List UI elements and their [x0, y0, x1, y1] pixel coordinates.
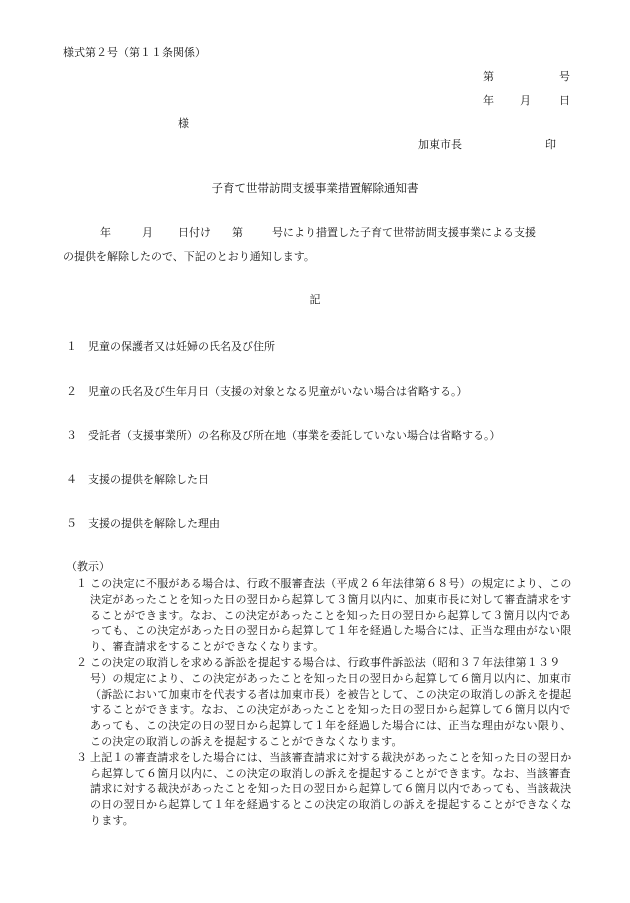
item-text: 児童の氏名及び生年月日（支援の対象となる児童がいない場合は省略する。）	[88, 385, 468, 398]
notice-number: ３	[76, 750, 87, 764]
date-year-label: 年	[483, 94, 494, 107]
body-line-2: の提供を解除したので、下記のとおり通知します。	[63, 250, 315, 263]
body-year: 年	[100, 226, 111, 239]
notice-item	[72, 655, 572, 750]
item-text: 受託者（支援事業所）の名称及び所在地（事業を委託していない場合は省略する。）	[88, 429, 501, 442]
notice-block	[72, 576, 572, 829]
list-item	[66, 430, 501, 441]
body-month: 月	[142, 226, 153, 239]
document-number-go: 号	[559, 70, 570, 83]
body-line-1	[100, 227, 536, 238]
item-number: ３	[66, 429, 77, 442]
addressee-suffix: 様	[178, 117, 189, 130]
body-dai: 第	[232, 226, 243, 239]
list-item	[66, 474, 209, 485]
notice-number: １	[76, 577, 87, 590]
list-item	[66, 518, 220, 529]
form-label: 様式第２号（第１１条関係）	[63, 46, 206, 59]
body-rest: 号により措置した子育て世帯訪問支援事業による支援	[272, 226, 536, 239]
item-number: ２	[66, 385, 77, 398]
item-text: 支援の提供を解除した理由	[88, 517, 220, 530]
notice-heading: （教示）	[66, 560, 110, 573]
item-text: 児童の保護者又は妊婦の氏名及び住所	[88, 340, 275, 353]
notice-item	[72, 750, 572, 829]
notice-text: この決定に不服がある場合は、行政不服審査法（平成２６年法律第６８号）の規定により、この決定があったことを知った日の翌日から起算して３箇月以内に、加東市長に対して審査請求をすることができます。なお、この決定があったことを知った日の翌日から起算して３箇月以内であっても、この決定があった日の翌日から起算して１年を経過した場合には、正当な理由がない限り、審査請求をすることができなくなります。	[90, 577, 572, 654]
item-number: ５	[66, 517, 77, 530]
document-title: 子育て世帯訪問支援事業措置解除通知書	[211, 181, 419, 195]
document-number-dai: 第	[483, 70, 494, 83]
ki-heading: 記	[309, 293, 321, 306]
item-number: １	[66, 340, 77, 353]
body-date-suffix: 日付け	[178, 226, 211, 239]
notice-text: 上記１の審査請求をした場合には、当該審査請求に対する裁決があったことを知った日の翌日から起算して６箇月以内に、この決定の取消しの訴えを提起することができます。なお、当該審査請求に対する裁決があったことを知った日の翌日から起算して６箇月以内であっても、当該裁決の日の翌日から起算して１年を経過するとこの決定の取消しの訴えを提起することができなくなります。	[90, 750, 572, 827]
item-text: 支援の提供を解除した日	[88, 473, 209, 486]
notice-number: ２	[76, 655, 87, 669]
issuer-name: 加東市長	[418, 138, 462, 151]
seal-mark: 印	[545, 138, 556, 151]
notice-text: この決定の取消しを求める訴訟を提起する場合は、行政事件訴訟法（昭和３７年法律第１３９号）の規定により、この決定があったことを知った日の翌日から起算して６箇月以内に、加東市（訴訟において加東市を代表する者は加東市長）を被告として、この決定の取消しの訴えを提起することができます。なお、この決定があったことを知った日の翌日から起算して６箇月以内であっても、この決定の日の翌日から起算して１年を経過した場合には、正当な理由がない限り、この決定の取消しの訴えを提起することができなくなります。	[90, 655, 572, 748]
item-number: ４	[66, 473, 77, 486]
date-day-label: 日	[559, 94, 570, 107]
notice-item	[72, 576, 572, 655]
list-item	[66, 341, 275, 352]
list-item	[66, 386, 468, 397]
date-month-label: 月	[520, 94, 531, 107]
